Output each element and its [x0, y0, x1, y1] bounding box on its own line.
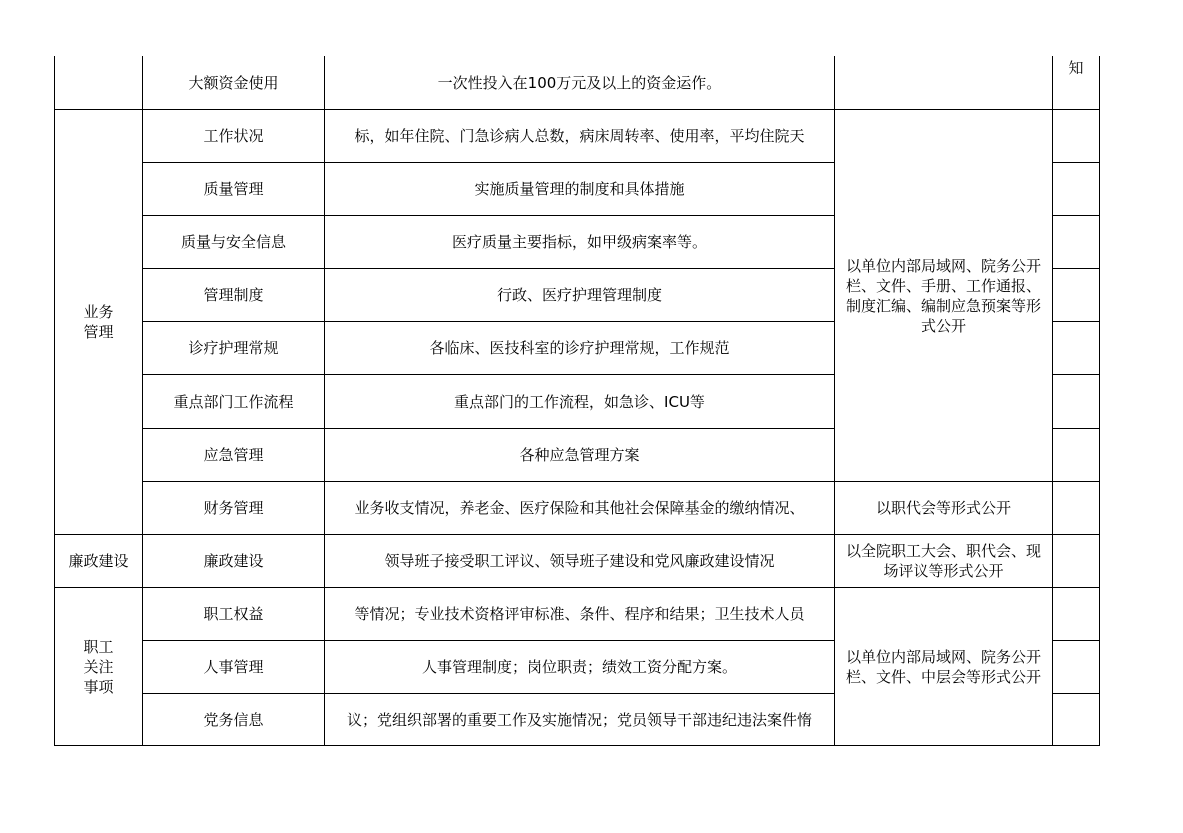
- last-col-cell-10[interactable]: [1053, 588, 1100, 641]
- item-cell-6[interactable]: 重点部门工作流程: [143, 375, 325, 429]
- item-cell-10[interactable]: 职工权益: [143, 588, 325, 641]
- category-business[interactable]: [54, 110, 143, 535]
- last-col-cell-4[interactable]: [1053, 269, 1100, 322]
- last-col-cell-0[interactable]: 知: [1053, 56, 1100, 110]
- category-integrity[interactable]: [54, 535, 143, 588]
- content-cell-8[interactable]: 业务收支情况，养老金、医疗保险和其他社会保障基金的缴纳情况、: [325, 482, 835, 535]
- method-cell-top[interactable]: [835, 56, 1053, 110]
- last-col-cell-6[interactable]: [1053, 375, 1100, 429]
- last-col-cell-1[interactable]: [1053, 110, 1100, 163]
- category-integrity-text: 廉政建设: [68, 552, 129, 570]
- content-cell-10[interactable]: 等情况；专业技术资格评审标准、条件、程序和结果；卫生技术人员: [325, 588, 835, 641]
- item-cell-7[interactable]: 应急管理: [143, 429, 325, 482]
- item-cell-11[interactable]: 人事管理: [143, 641, 325, 694]
- item-cell-1[interactable]: 工作状况: [143, 110, 325, 163]
- last-col-cell-12[interactable]: [1053, 694, 1100, 746]
- last-col-cell-9[interactable]: [1053, 535, 1100, 588]
- last-col-cell-11[interactable]: [1053, 641, 1100, 694]
- content-cell-3[interactable]: 医疗质量主要指标，如甲级病案率等。: [325, 216, 835, 269]
- category-cell-empty[interactable]: [54, 56, 143, 110]
- method-cell-integrity[interactable]: 以全院职工大会、职代会、现场评议等形式公开: [835, 535, 1053, 588]
- item-cell-4[interactable]: 管理制度: [143, 269, 325, 322]
- content-cell-11[interactable]: 人事管理制度；岗位职责；绩效工资分配方案。: [325, 641, 835, 694]
- category-business-text: 业务 管理: [83, 303, 114, 341]
- method-cell-business[interactable]: 以单位内部局域网、院务公开栏、文件、手册、工作通报、制度汇编、编制应急预案等形式公开: [835, 110, 1053, 482]
- last-col-cell-2[interactable]: [1053, 163, 1100, 216]
- item-cell-8[interactable]: 财务管理: [143, 482, 325, 535]
- content-cell-5[interactable]: 各临床、医技科室的诊疗护理常规，工作规范: [325, 322, 835, 375]
- method-cell-staff[interactable]: 以单位内部局域网、院务公开栏、文件、中层会等形式公开: [835, 588, 1053, 746]
- category-staff-text: 职工 关注 事项: [83, 637, 114, 696]
- content-cell-9[interactable]: 领导班子接受职工评议、领导班子建设和党风廉政建设情况: [325, 535, 835, 588]
- last-col-cell-5[interactable]: [1053, 322, 1100, 375]
- item-cell-5[interactable]: 诊疗护理常规: [143, 322, 325, 375]
- content-cell-6[interactable]: 重点部门的工作流程，如急诊、ICU等: [325, 375, 835, 429]
- item-cell-0[interactable]: 大额资金使用: [143, 56, 325, 110]
- content-cell-2[interactable]: 实施质量管理的制度和具体措施: [325, 163, 835, 216]
- disclosure-table: [54, 56, 1100, 746]
- content-cell-4[interactable]: 行政、医疗护理管理制度: [325, 269, 835, 322]
- content-cell-7[interactable]: 各种应急管理方案: [325, 429, 835, 482]
- item-cell-9[interactable]: 廉政建设: [143, 535, 325, 588]
- method-cell-finance[interactable]: 以职代会等形式公开: [835, 482, 1053, 535]
- last-col-cell-3[interactable]: [1053, 216, 1100, 269]
- content-cell-0[interactable]: 一次性投入在100万元及以上的资金运作。: [325, 56, 835, 110]
- content-cell-1[interactable]: 标，如年住院、门急诊病人总数，病床周转率、使用率，平均住院天: [325, 110, 835, 163]
- item-cell-12[interactable]: 党务信息: [143, 694, 325, 746]
- item-cell-2[interactable]: 质量管理: [143, 163, 325, 216]
- item-cell-3[interactable]: 质量与安全信息: [143, 216, 325, 269]
- last-col-cell-8[interactable]: [1053, 482, 1100, 535]
- category-staff[interactable]: [54, 588, 143, 746]
- content-cell-12[interactable]: 议；党组织部署的重要工作及实施情况；党员领导干部违纪违法案件惰: [325, 694, 835, 746]
- last-col-cell-7[interactable]: [1053, 429, 1100, 482]
